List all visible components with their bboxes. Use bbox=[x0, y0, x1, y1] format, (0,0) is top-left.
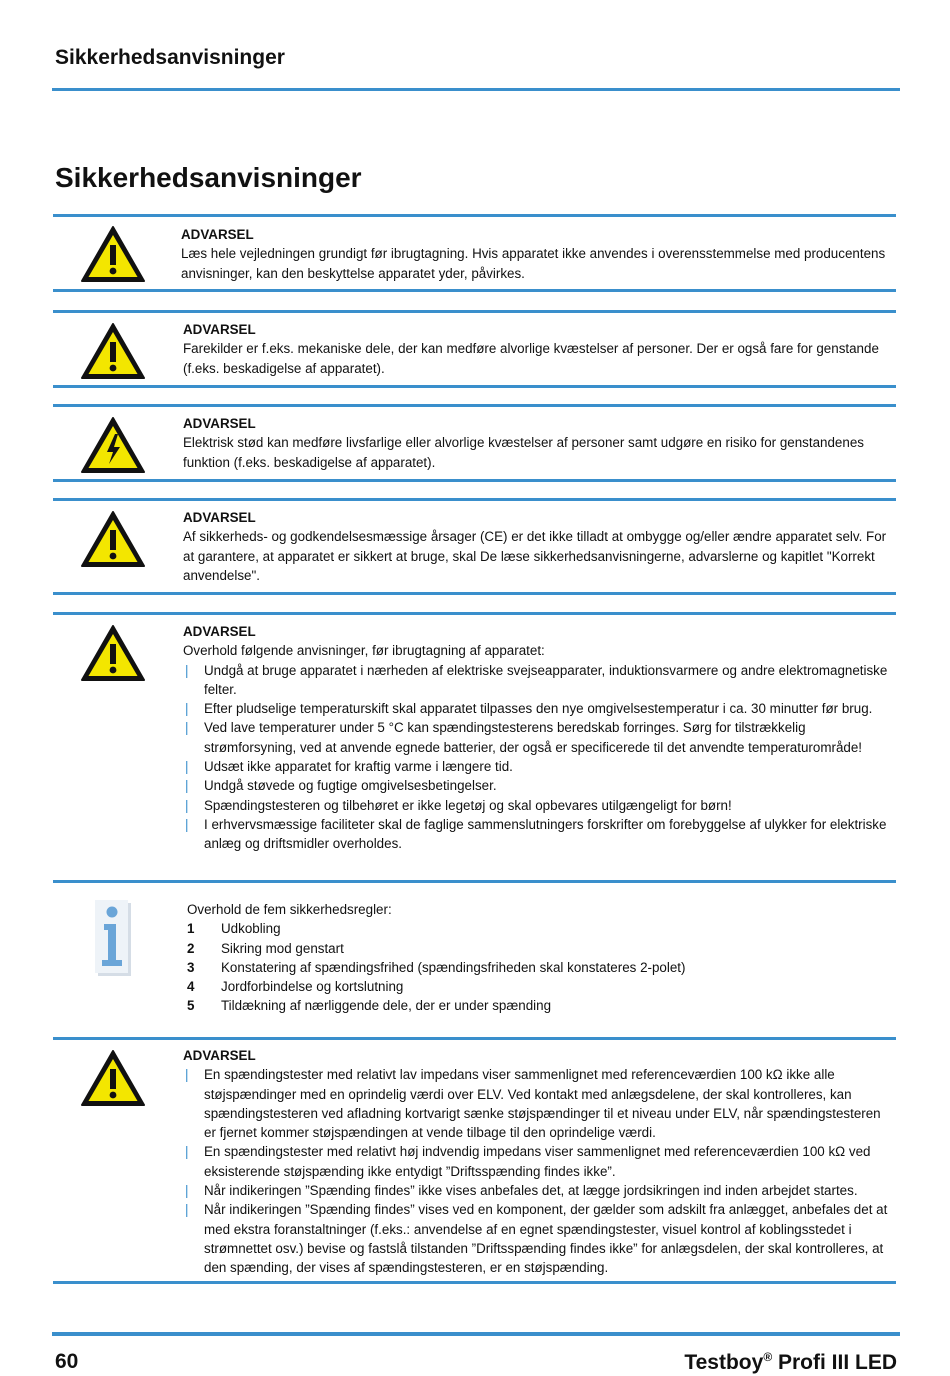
list-item: | Undgå at bruge apparatet i nærheden af elektriske svejseapparater, induktionsvarmere og andre elektromagnetiske felter. bbox=[183, 661, 888, 700]
brand-name: Testboy bbox=[684, 1351, 764, 1374]
rule-item: 5 Tildækning af nærliggende dele, der er under spænding bbox=[187, 998, 552, 1014]
rule-item: 1 Udkobling bbox=[187, 921, 281, 937]
warning-heading: ADVARSEL bbox=[183, 1048, 256, 1063]
warning-heading: ADVARSEL bbox=[183, 416, 256, 431]
model-name: Profi III LED bbox=[772, 1351, 897, 1374]
page-number: 60 bbox=[55, 1350, 79, 1373]
warning-heading: ADVARSEL bbox=[183, 624, 256, 639]
footer-brand bbox=[684, 1350, 897, 1375]
warning-exclamation-icon bbox=[80, 225, 146, 283]
warning-intro: Overhold følgende anvisninger, før ibrugtagning af apparatet: bbox=[183, 643, 545, 659]
warning-heading: ADVARSEL bbox=[183, 322, 256, 337]
info-intro: Overhold de fem sikkerhedsregler: bbox=[187, 902, 392, 917]
list-item: | Efter pludselige temperaturskift skal apparatet tilpasses den nye omgivelsestemperatur i ca. 30 minutter før brug. bbox=[183, 699, 888, 718]
warning-exclamation-icon bbox=[80, 624, 146, 682]
info-icon bbox=[95, 900, 131, 976]
warning-text: Af sikkerheds- og godkendelsesmæssige årsager (CE) er det ikke tilladt at ombygge og/eller ændre apparatet selv. For at garantere, at apparatet er sikkert at bruge, skal De læse sikkerhedsanvisningerne, advarslerne og kapitlet "Korrekt anvendelse". bbox=[183, 529, 887, 583]
warning-body-5 bbox=[183, 622, 888, 854]
page-title: Sikkerhedsanvisninger bbox=[55, 162, 362, 193]
header-title: Sikkerhedsanvisninger bbox=[55, 46, 285, 69]
warning-exclamation-icon bbox=[80, 322, 146, 380]
warning-exclamation-icon bbox=[80, 510, 146, 568]
footer-rule bbox=[52, 1332, 900, 1336]
warning-text: Farekilder er f.eks. mekaniske dele, der kan medføre alvorlige kvæstelser af personer. Der er også fare for genstande (f.eks. beskadigelse af apparatet). bbox=[183, 341, 879, 376]
warning-list bbox=[183, 661, 888, 854]
list-item: | En spændingstester med relativt lav impedans viser sammenlignet med referenceværdien 100 kΩ ikke alle støjspændinger med en oprindelig værdi over ELV. Ved kontakt med anlægsdelene, der skal kontrolleres, kan spændingstesteren ved afladning kortvarigt sænke støjspændinger til et niveau under ELV, når spændingstesteren er fjernet kommer støjspændingen at vende tilbage til den oprindelige værdi. bbox=[183, 1065, 888, 1142]
rule-item: 2 Sikring mod genstart bbox=[187, 940, 344, 956]
list-item: | Undgå støvede og fugtige omgivelsesbetingelser. bbox=[183, 776, 888, 795]
warning-text: Elektrisk stød kan medføre livsfarlige eller alvorlige kvæstelser af personer samt udgøre en risiko for genstandenes funktion (f.eks. beskadigelse af apparatet). bbox=[183, 435, 864, 470]
warning-body-2 bbox=[183, 320, 888, 378]
warning-section-1 bbox=[53, 214, 896, 292]
electric-shock-warning-icon bbox=[80, 416, 146, 474]
rule-item: 4 Jordforbindelse og kortslutning bbox=[187, 979, 404, 995]
warning-section-4 bbox=[53, 498, 896, 595]
warning-heading: ADVARSEL bbox=[181, 227, 254, 242]
warning-body-4 bbox=[183, 508, 888, 585]
list-item: | Når indikeringen ”Spænding findes” ikke vises anbefales det, at lægge jordsikringen ind inden arbejdet startes. bbox=[183, 1181, 888, 1200]
registered-mark: ® bbox=[763, 1350, 773, 1364]
info-section bbox=[53, 883, 896, 1033]
list-item: | Når indikeringen ”Spænding findes” vises ved en komponent, der gælder som adskilt fra anlægget, anbefales det at med ekstra foranstaltninger (f.eks.: anvendelse af en egnet spændingstester, visuel kontrol af koblingsstedet i strømnettet osv.) bevise og fastslå tilstanden ”Driftsspænding findes ikke” for anlægsdelen, der skal kontrolleres, at den spænding, der vises af spændingstesteren, er en støjspænding. bbox=[183, 1200, 888, 1277]
warning-section-6 bbox=[53, 1037, 896, 1284]
info-body bbox=[187, 900, 888, 1016]
warning-body-1 bbox=[181, 225, 888, 283]
list-item: | Ved lave temperaturer under 5 °C kan spændingstesterens beredskab forringes. Sørg for tilstrækkelig strømforsyning, ved at anvende egnede batterier, der også er specificerede til det anvendte temperaturområde! bbox=[183, 718, 888, 757]
warning-list bbox=[183, 1065, 888, 1277]
list-item: | Spændingstesteren og tilbehøret er ikke legetøj og skal opbevares utilgængeligt for børn! bbox=[183, 796, 888, 815]
rule-item: 3 Konstatering af spændingsfrihed (spændingsfriheden skal konstateres 2-polet) bbox=[187, 959, 686, 975]
list-item: | En spændingstester med relativt høj indvendig impedans viser sammenlignet med referenceværdien 100 kΩ ved eksisterende støjspænding ikke entydigt ”Driftsspænding findes ikke”. bbox=[183, 1142, 888, 1181]
list-item: | I erhvervsmæssige faciliteter skal de faglige sammenslutningers forskrifter om forebyggelse af ulykker for elektriske anlæg og driftsmidler overholdes. bbox=[183, 815, 888, 854]
header-rule bbox=[52, 88, 900, 91]
warning-text: Læs hele vejledningen grundigt før ibrugtagning. Hvis apparatet ikke anvendes i overensstemmelse med producentens anvisninger, kan den beskyttelse apparatet yder, påvirkes. bbox=[181, 246, 886, 281]
list-item: | Udsæt ikke apparatet for kraftig varme i længere tid. bbox=[183, 757, 888, 776]
warning-section-5 bbox=[53, 612, 896, 883]
warning-body-3 bbox=[183, 414, 888, 472]
warning-exclamation-icon bbox=[80, 1049, 146, 1107]
warning-section-2 bbox=[53, 310, 896, 388]
warning-heading: ADVARSEL bbox=[183, 510, 256, 525]
warning-body-6 bbox=[183, 1046, 888, 1278]
warning-section-3 bbox=[53, 404, 896, 482]
